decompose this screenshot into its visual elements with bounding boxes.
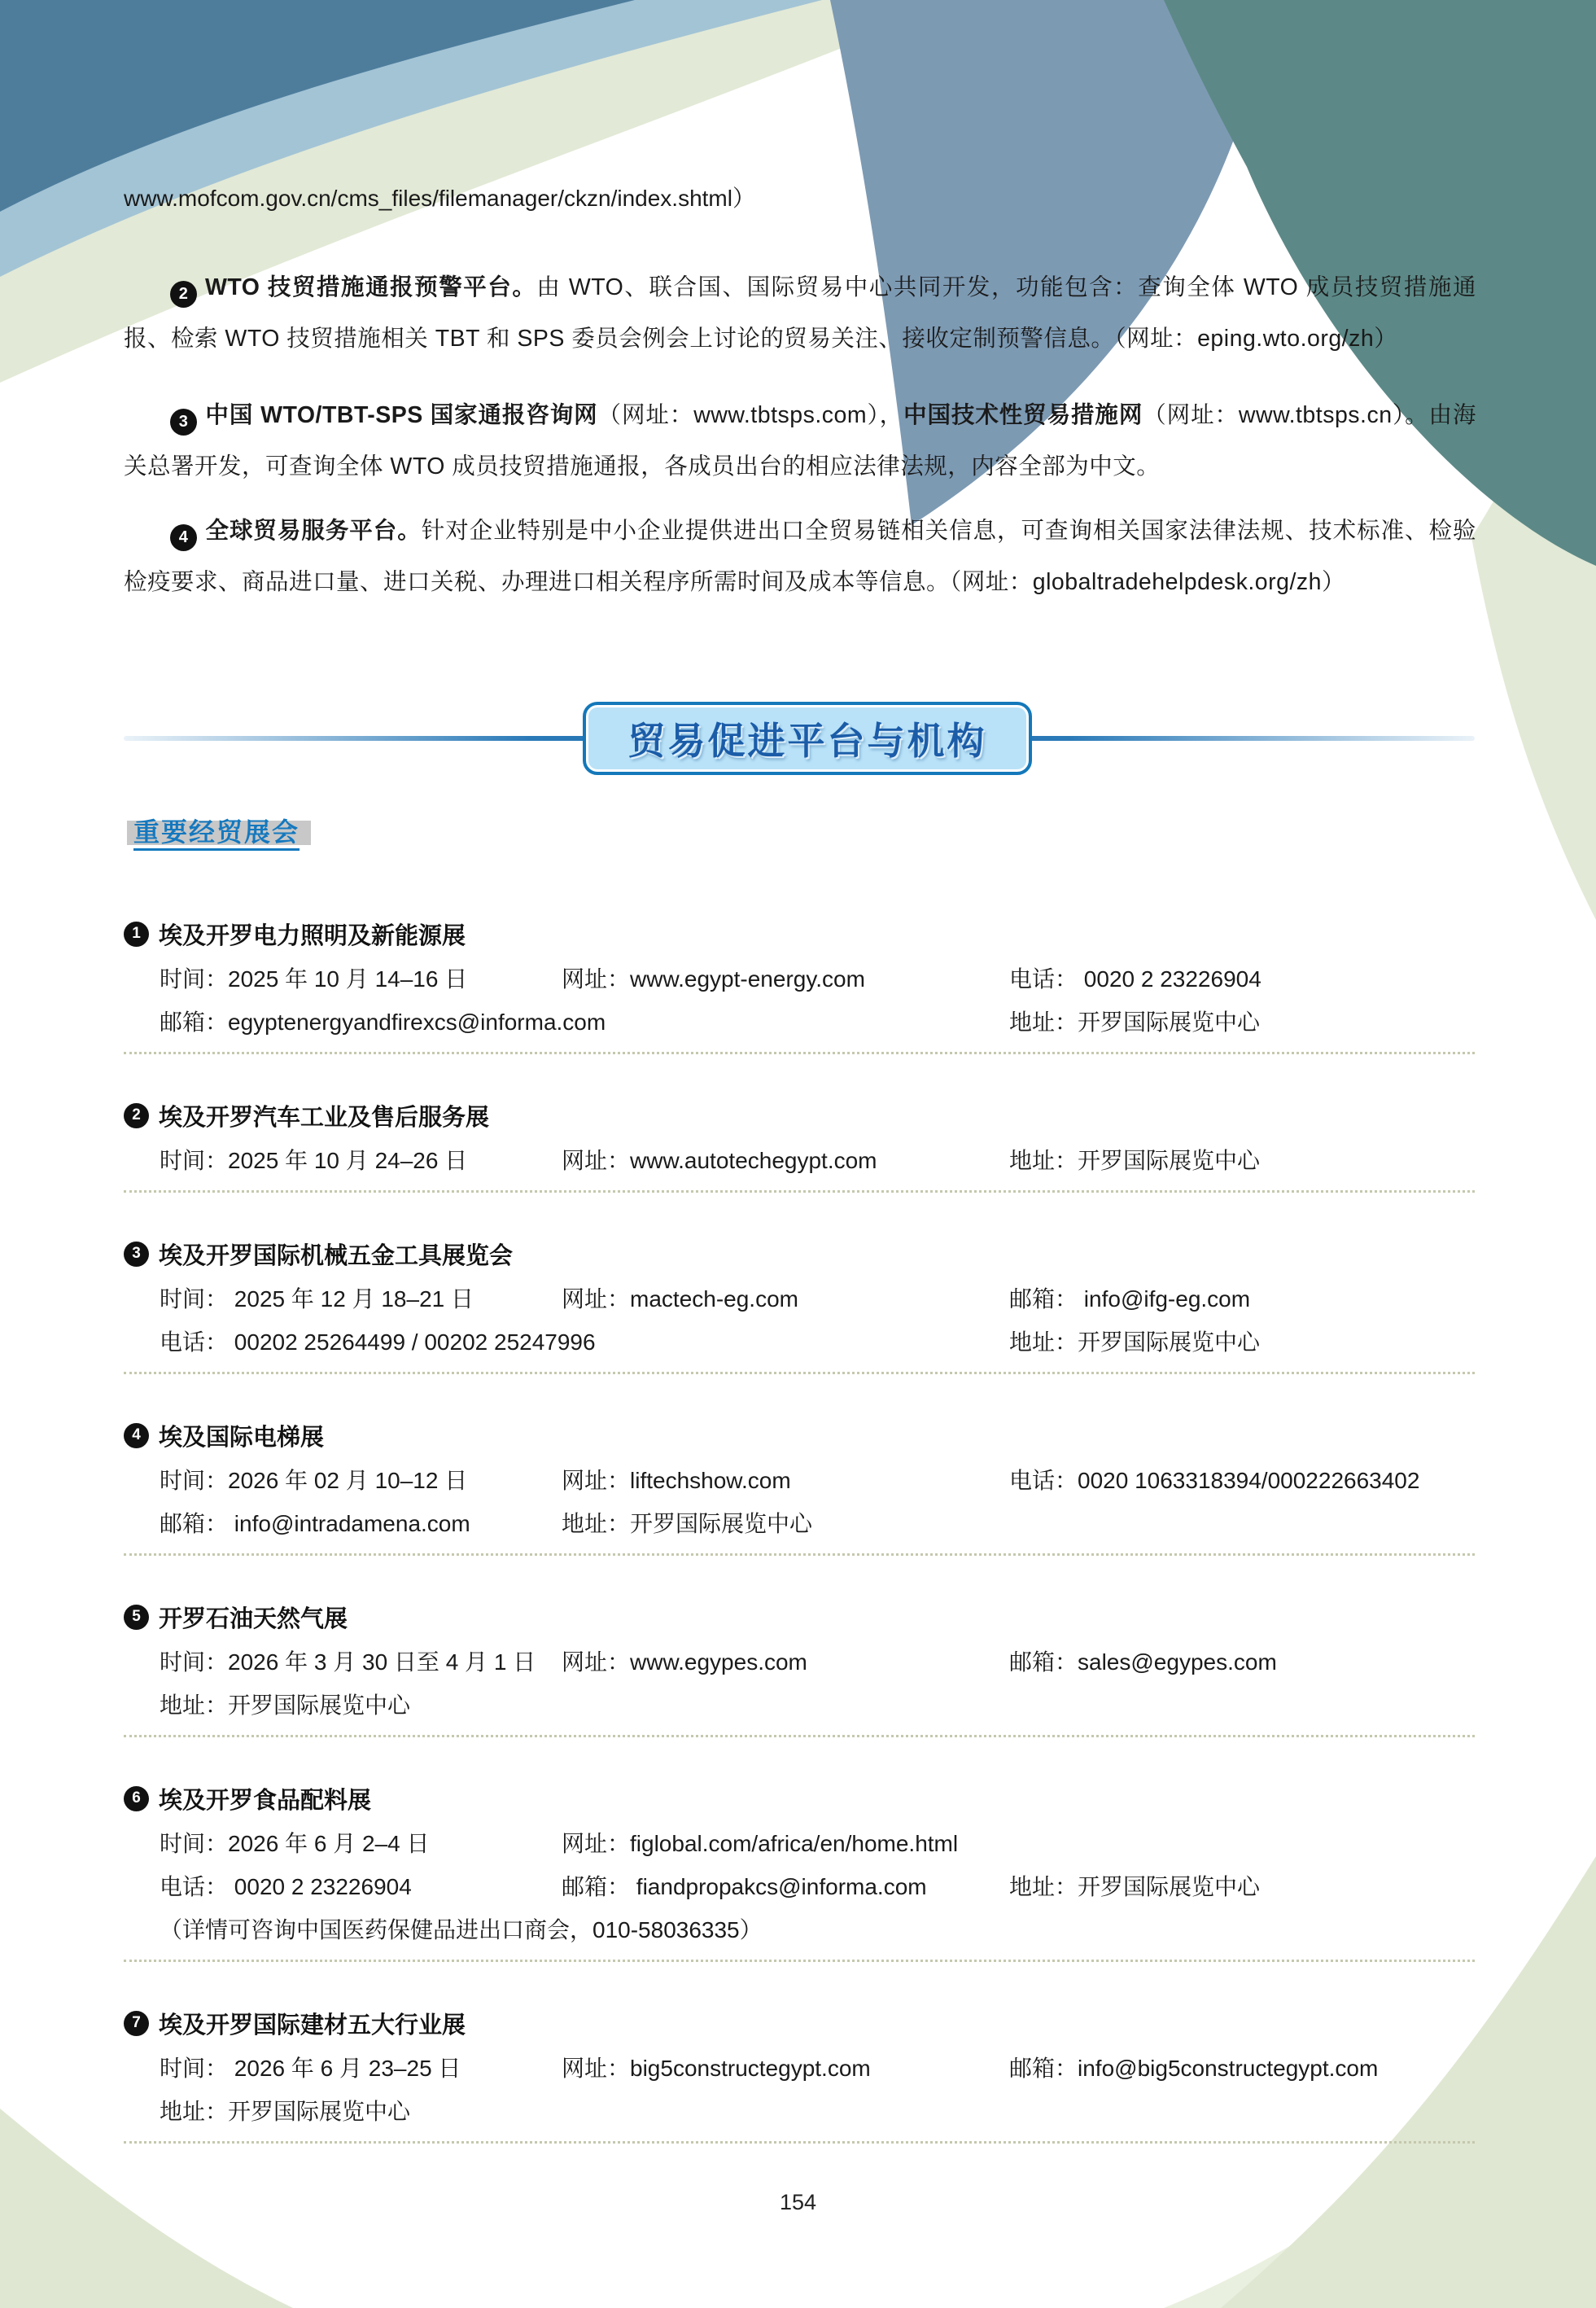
detail-value: liftechshow.com [630, 1468, 791, 1493]
exhibition-detail-cell [160, 1459, 467, 1502]
exhibition-detail-row [124, 2047, 1475, 2090]
exhibition-detail-cell [1009, 1865, 1260, 1908]
exhibition-number-badge: 3 [124, 1242, 149, 1267]
exhibition-detail-cell [562, 1865, 927, 1908]
exhibition-detail-row [124, 1684, 1475, 1727]
section-label-text: 重要经贸展会 [133, 817, 300, 847]
detail-value: 2025 年 10 月 24–26 日 [228, 1148, 468, 1173]
exhibition-number-badge: 5 [124, 1605, 149, 1630]
exhibition-detail-cell [160, 1139, 467, 1182]
paragraph-bold-text: WTO 技贸措施通报预警平台。 [205, 274, 537, 300]
detail-label: 邮箱： [160, 1009, 229, 1035]
detail-label: 网址： [562, 1468, 631, 1493]
exhibition-detail-cell [562, 1459, 791, 1502]
dotted-separator [124, 1372, 1475, 1374]
banner-title: 贸易促进平台与机构 [627, 720, 987, 762]
detail-label: 电话： [1009, 1468, 1078, 1493]
detail-value: 00202 25264499 / 00202 25247996 [228, 1329, 596, 1355]
detail-value: 2025 年 10 月 14–16 日 [228, 966, 468, 992]
paragraph-global-trade-helpdesk [124, 506, 1476, 608]
detail-label: 邮箱： [1009, 1649, 1078, 1675]
exhibition-title-text: 埃及开罗国际机械五金工具展览会 [159, 1242, 514, 1269]
page-number: 154 [779, 2190, 817, 2214]
exhibition-detail-row [124, 1277, 1475, 1320]
detail-value: 开罗国际展览中心 [228, 1693, 411, 1718]
detail-label: 时间： [160, 1831, 229, 1856]
exhibition-list [124, 910, 1475, 2181]
exhibition-title-text: 开罗石油天然气展 [159, 1605, 348, 1632]
exhibition-detail-row [124, 1865, 1475, 1908]
exhibition-detail-cell [160, 1001, 606, 1044]
exhibition-detail-cell [1009, 1320, 1260, 1364]
detail-value: 2026 年 6 月 2–4 日 [228, 1831, 430, 1856]
exhibition-detail-row [124, 1320, 1475, 1364]
detail-label: 电话： [160, 1874, 229, 1899]
detail-label: 时间： [160, 1649, 229, 1675]
detail-label: 网址： [562, 1286, 631, 1312]
detail-value: www.egypes.com [630, 1649, 807, 1675]
source-url-line: www.mofcom.gov.cn/cms_files/filemanager/ckzn/index.shtml） [124, 186, 755, 211]
exhibition-title-text: 埃及开罗国际建材五大行业展 [159, 2012, 466, 2039]
circled-number-2: 2 [170, 281, 197, 308]
detail-label: 网址： [562, 1831, 631, 1856]
detail-label: 时间： [160, 966, 229, 992]
exhibition-detail-cell [1009, 1459, 1419, 1502]
exhibition-title-text: 埃及开罗电力照明及新能源展 [159, 922, 466, 949]
detail-label: 网址： [562, 1148, 631, 1173]
exhibition-detail-cell [562, 1822, 958, 1865]
detail-value: www.egypt-energy.com [630, 966, 865, 992]
exhibition-detail-cell [1009, 2047, 1378, 2090]
exhibition-detail-cell [562, 1502, 812, 1545]
exhibition-detail-cell [160, 1908, 763, 1951]
detail-label: 地址： [160, 2099, 229, 2124]
detail-value: info@intradamena.com [228, 1511, 470, 1536]
exhibition-detail-row [124, 1822, 1475, 1865]
detail-value: big5constructegypt.com [630, 2056, 871, 2081]
detail-value: 开罗国际展览中心 [1078, 1009, 1261, 1035]
exhibition-title [124, 1412, 1475, 1459]
detail-value: 开罗国际展览中心 [1078, 1148, 1261, 1173]
section-label-exhibitions [127, 817, 311, 847]
dotted-separator [124, 1553, 1475, 1556]
exhibition-detail-cell [1009, 1139, 1260, 1182]
exhibition-detail-cell [1009, 1277, 1250, 1320]
exhibition-detail-row [124, 1001, 1475, 1044]
detail-value: 0020 1063318394/000222663402 [1078, 1468, 1420, 1493]
detail-value: 开罗国际展览中心 [1078, 1874, 1261, 1899]
detail-label: 地址： [1009, 1329, 1078, 1355]
detail-label: 时间： [160, 2056, 229, 2081]
exhibition-detail-cell [160, 1822, 430, 1865]
detail-value: egyptenergyandfirexcs@informa.com [228, 1009, 606, 1035]
detail-value: 开罗国际展览中心 [228, 2099, 411, 2124]
detail-value: info@ifg-eg.com [1078, 1286, 1251, 1312]
exhibition-detail-cell [160, 1502, 470, 1545]
detail-value: 2026 年 6 月 23–25 日 [228, 2056, 461, 2081]
detail-label: 电话： [160, 1329, 229, 1355]
detail-label: 时间： [160, 1148, 229, 1173]
exhibition-title [124, 1999, 1475, 2047]
exhibition-title [124, 1092, 1475, 1139]
exhibition-detail-cell [160, 1684, 410, 1727]
detail-label: 时间： [160, 1468, 229, 1493]
detail-label: 地址： [160, 1693, 229, 1718]
dotted-separator [124, 2141, 1475, 2144]
banner-box [583, 702, 1032, 775]
paragraph-china-tbt-sps [124, 390, 1476, 493]
detail-label: 网址： [562, 1649, 631, 1675]
detail-value: info@big5constructegypt.com [1078, 2056, 1379, 2081]
exhibition-number-badge: 1 [124, 922, 149, 947]
detail-value: mactech-eg.com [630, 1286, 798, 1312]
detail-value: 2025 年 12 月 18–21 日 [228, 1286, 474, 1312]
paragraph-regular-text: 由 WTO、联合国、国际贸易中心共同开发，功能包含：查询全体 WTO 成员技贸措施通报、检索 WTO 技贸措施相关 TBT 和 SPS 委员会例会上讨论的贸易关注、接收定制预警信息。（网址：eping.wto.org/zh） [124, 274, 1476, 352]
exhibition-detail-cell [562, 957, 865, 1001]
detail-value: 2026 年 02 月 10–12 日 [228, 1468, 468, 1493]
detail-value: 0020 2 23226904 [1078, 966, 1261, 992]
exhibition-detail-cell [562, 1640, 807, 1684]
detail-value: www.autotechegypt.com [630, 1148, 877, 1173]
detail-value: 0020 2 23226904 [228, 1874, 412, 1899]
exhibition-number-badge: 2 [124, 1103, 149, 1128]
detail-label: 时间： [160, 1286, 229, 1312]
exhibition-detail-cell [160, 1320, 596, 1364]
detail-label: 电话： [1009, 966, 1078, 992]
exhibition-detail-cell [160, 1640, 536, 1684]
detail-value: （详情可咨询中国医药保健品进出口商会，010-58036335） [160, 1917, 763, 1942]
exhibition-detail-cell [562, 2047, 871, 2090]
detail-value: 开罗国际展览中心 [630, 1511, 813, 1536]
exhibition-title-text: 埃及开罗汽车工业及售后服务展 [159, 1104, 490, 1131]
dotted-separator [124, 1960, 1475, 1962]
exhibition-detail-cell [1009, 1640, 1277, 1684]
exhibition-detail-row [124, 2090, 1475, 2133]
exhibition-detail-cell [562, 1277, 798, 1320]
detail-label: 邮箱： [1009, 2056, 1078, 2081]
exhibition-title-text: 埃及国际电梯展 [159, 1424, 325, 1451]
exhibition-title [124, 1593, 1475, 1640]
detail-value: fiandpropakcs@informa.com [630, 1874, 927, 1899]
exhibition-number-badge: 7 [124, 2011, 149, 2036]
detail-value: 开罗国际展览中心 [1078, 1329, 1261, 1355]
exhibition-detail-cell [562, 1139, 877, 1182]
paragraph-text [124, 518, 1476, 595]
exhibition-title [124, 1775, 1475, 1822]
detail-label: 地址： [562, 1511, 631, 1536]
section-banner [0, 702, 1596, 777]
circled-number-4: 4 [170, 524, 197, 551]
paragraph-regular-text: 针对企业特别是中小企业提供进出口全贸易链相关信息，可查询相关国家法律法规、技术标准、检验检疫要求、商品进口量、进口关税、办理进口相关程序所需时间及成本等信息。（网址：globaltradehelpdesk.org/zh） [124, 518, 1476, 595]
detail-label: 网址： [562, 2056, 631, 2081]
exhibition-number-badge: 4 [124, 1423, 149, 1448]
detail-label: 邮箱： [1009, 1286, 1078, 1312]
exhibition-detail-cell [160, 1865, 412, 1908]
exhibition-title-text: 埃及开罗食品配料展 [159, 1787, 372, 1814]
paragraph-text [124, 402, 1476, 480]
paragraph-regular-text: （网址：www.tbtsps.cn）。由海关总署开发，可查询全体 WTO 成员技贸措施通报，各成员出台的相应法律法规，内容全部为中文。 [124, 402, 1476, 480]
circled-number-3: 3 [170, 409, 197, 436]
paragraph-text [124, 274, 1476, 352]
paragraph-bold-text: 中国 WTO/TBT-SPS 国家通报咨询网 [205, 402, 598, 428]
exhibition-title [124, 910, 1475, 957]
exhibition-detail-cell [160, 957, 467, 1001]
detail-label: 邮箱： [160, 1511, 229, 1536]
detail-label: 地址： [1009, 1148, 1078, 1173]
exhibition-detail-row [124, 1139, 1475, 1182]
exhibition-detail-cell [1009, 1001, 1260, 1044]
exhibition-detail-cell [1009, 957, 1261, 1001]
detail-label: 邮箱： [562, 1874, 631, 1899]
paragraph-regular-text: （网址：www.tbtsps.com）， [597, 402, 904, 428]
exhibition-detail-cell [160, 2090, 410, 2133]
dotted-separator [124, 1190, 1475, 1193]
detail-value: 2026 年 3 月 30 日至 4 月 1 日 [228, 1649, 536, 1675]
detail-label: 网址： [562, 966, 631, 992]
exhibition-detail-row [124, 957, 1475, 1001]
exhibition-detail-cell [160, 1277, 474, 1320]
dotted-separator [124, 1052, 1475, 1054]
exhibition-detail-row [124, 1459, 1475, 1502]
detail-value: sales@egypes.com [1078, 1649, 1277, 1675]
exhibition-number-badge: 6 [124, 1786, 149, 1811]
exhibition-detail-row [124, 1640, 1475, 1684]
exhibition-detail-cell [160, 2047, 461, 2090]
detail-value: figlobal.com/africa/en/home.html [630, 1831, 959, 1856]
detail-label: 地址： [1009, 1874, 1078, 1899]
paragraph-bold-text: 全球贸易服务平台。 [205, 518, 422, 544]
paragraph-bold-text: 中国技术性贸易措施网 [903, 402, 1143, 428]
dotted-separator [124, 1735, 1475, 1737]
exhibition-detail-row [124, 1908, 1475, 1951]
detail-label: 地址： [1009, 1009, 1078, 1035]
exhibition-title [124, 1230, 1475, 1277]
exhibition-detail-row [124, 1502, 1475, 1545]
paragraph-wto-alert-platform [124, 262, 1476, 365]
